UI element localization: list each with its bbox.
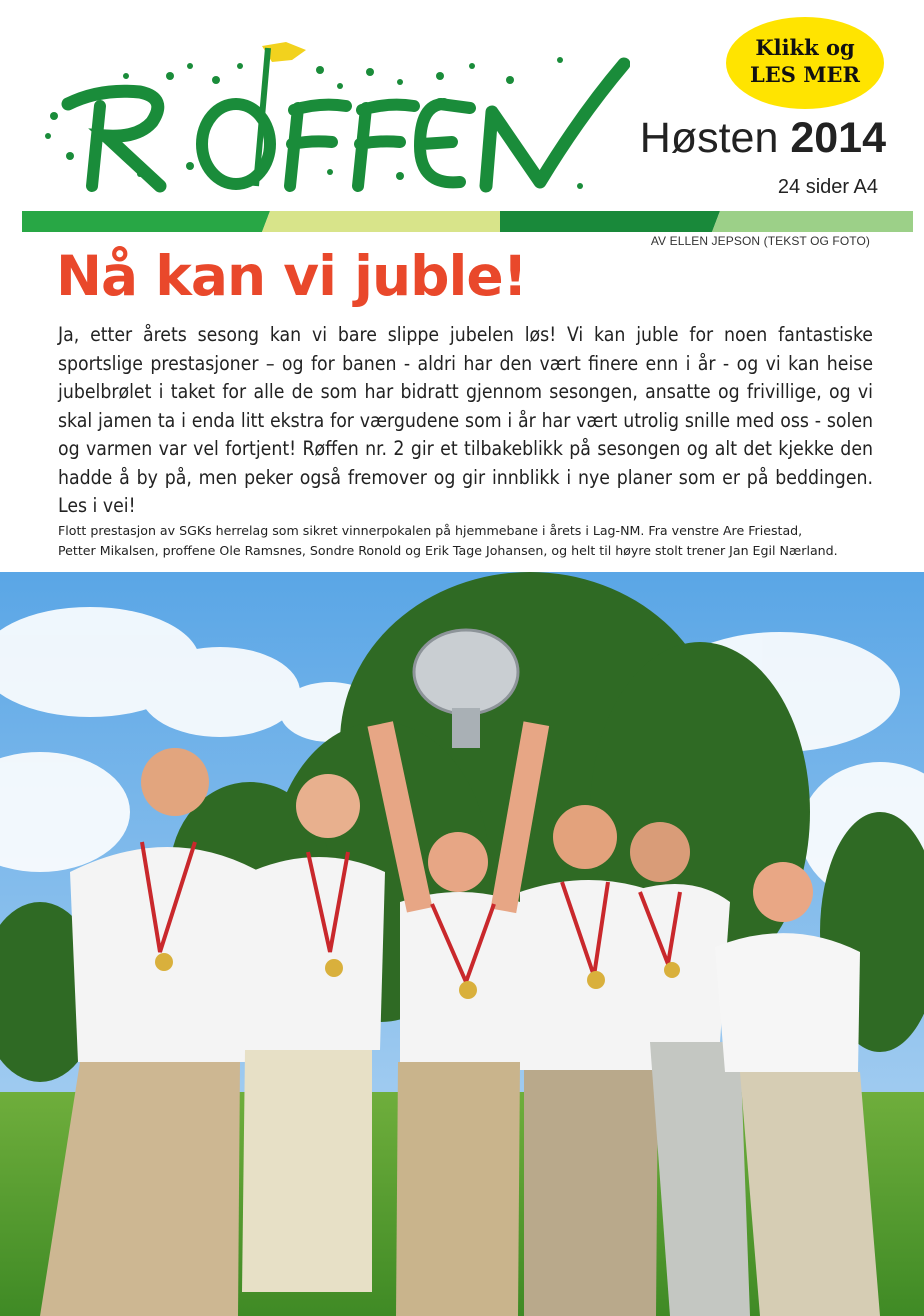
caption-line-2: Petter Mikalsen, proffene Ole Ramsnes, Sondre Ronold og Erik Tage Johansen, og helt til høyre stolt trener Jan Egil Nærland. — [58, 543, 838, 558]
ingress-paragraph: Ja, etter årets sesong kan vi bare slippe jubelen løs! Vi kan juble for noen fantastiske sportslige prestasjoner – og for banen - aldri har den vært finere enn i år - og vi kan heise jubelbrølet i taket for alle de som har bidratt gjennom sesongen, ansatte og frivillige, og vi skal jamen ta i enda litt ekstra for værgudene som i år har vært utrolig snille med oss - solen og varmen var vel fortjent! Røffen nr. 2 gir et tilbakeblikk på sesongen og alt det kjekke den hadde å by på, men peker også fremover og gir innblikk i nye planer som er på beddingen. Les i vei! — [58, 323, 873, 517]
page-count: 24 sider A4 — [777, 176, 878, 198]
badge-line-2: LES MER — [750, 62, 860, 87]
caption-line-1: Flott prestasjon av SGKs herrelag som sikret vinnerpokalen på hjemmebane i årets i Lag-NM. Fra venstre Are Friestad, — [58, 523, 803, 538]
season-year: 2014 — [790, 114, 886, 162]
byline: AV ELLEN JEPSON (TEKST OG FOTO) — [650, 234, 870, 248]
roffen-logo — [40, 36, 630, 206]
headline: Nå kan vi juble! — [56, 244, 527, 308]
read-more-badge[interactable] — [726, 17, 884, 109]
season-word: Høsten — [639, 114, 779, 162]
badge-line-1: Klikk og — [755, 35, 855, 60]
color-band — [22, 211, 913, 232]
team-photo — [0, 572, 924, 1316]
photo-caption — [58, 521, 888, 561]
issue-season — [606, 114, 886, 163]
